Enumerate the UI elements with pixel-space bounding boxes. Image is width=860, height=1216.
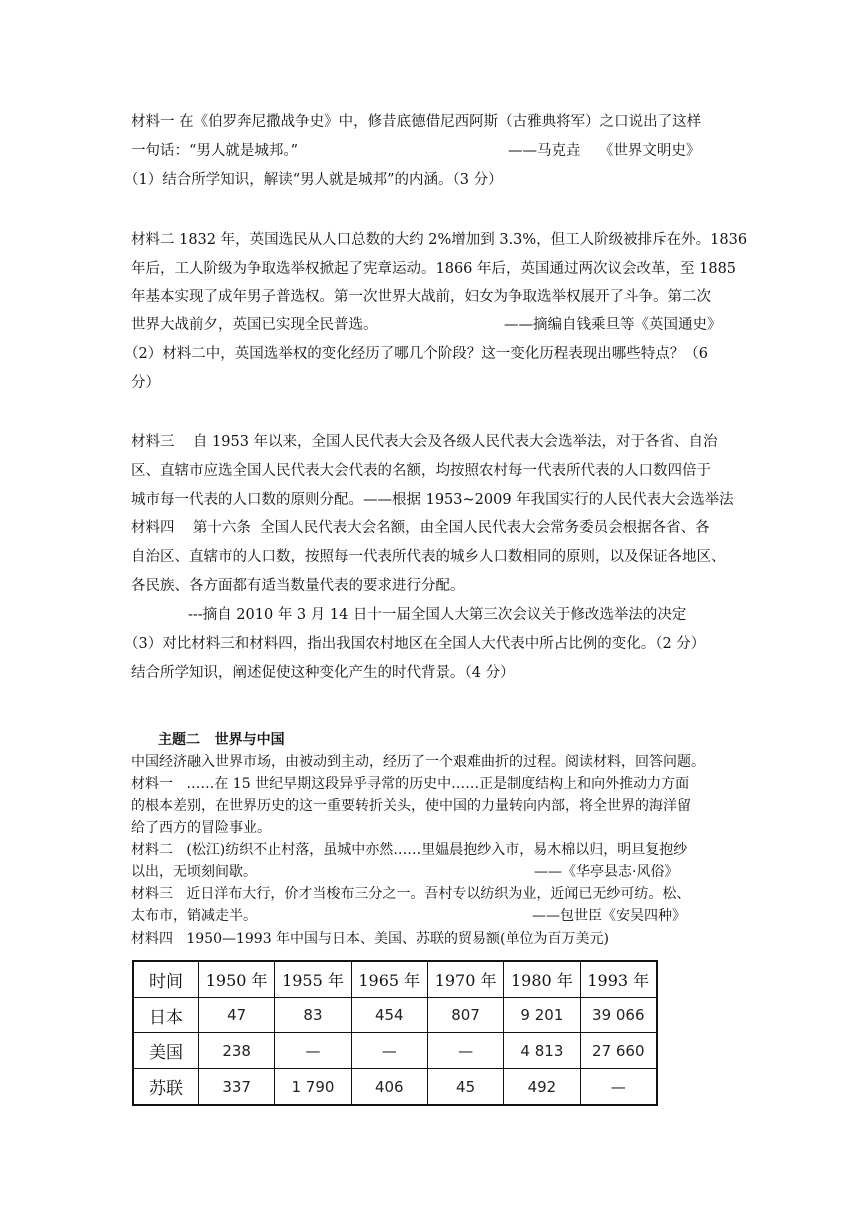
s2-material-2-line-2: 以出，无顷刻间歇。 [131, 864, 257, 880]
material-1-line-2: 一句话：“男人就是城邦。” [131, 143, 299, 159]
s2-material-1-line-1: 材料一 ……在 15 世纪早期这段异乎寻常的历史中……正是制度结构上和向外推动力方面 [131, 776, 690, 792]
table-cell: 83 [275, 997, 351, 1033]
year-header: 1993 年 [580, 961, 657, 997]
year-header: 1980 年 [504, 961, 580, 997]
table-cell: 1 790 [275, 1069, 351, 1105]
material-2-line-3: 年基本实现了成年男子普选权。第一次世界大战前，妇女为争取选举权展开了斗争。第二次 [131, 289, 711, 305]
year-header: 1970 年 [427, 961, 503, 997]
material-2-line-1: 材料二 1832 年，英国选民从人口总数的大约 2%增加到 3.3%，但工人阶级被排斥在外。1836 [131, 232, 748, 248]
table-cell: 492 [504, 1069, 580, 1105]
material-2-source: ——摘编自钱乘旦等《英国通史》 [504, 317, 722, 333]
table-cell: 807 [427, 997, 503, 1033]
table-cell: 454 [351, 997, 427, 1033]
year-header: 1965 年 [351, 961, 427, 997]
material-1-line-1: 材料一 在《伯罗奔尼撒战争史》中，修昔底德借尼西阿斯（古雅典将军）之口说出了这样 [131, 114, 702, 130]
material-3-line-3: 城市每一代表的人口数的原则分配。——根据 1953~2009 年我国实行的人民代表大会选举法 [131, 492, 734, 508]
table-header-row [133, 961, 657, 997]
s2-material-3-source: ——包世臣《安吴四种》 [532, 908, 686, 924]
trade-volume-table [132, 960, 658, 1106]
material-3-line-2: 区、直辖市应选全国人民代表大会代表的名额，均按照农村每一代表所代表的人口数四倍于 [131, 463, 711, 479]
row-label-ussr: 苏联 [133, 1069, 199, 1105]
material-4-source: ---摘自 2010 年 3 月 14 日十一届全国人大第三次会议关于修改选举法的决定 [188, 607, 687, 623]
table-cell: 39 066 [580, 997, 657, 1033]
table-cell: — [580, 1069, 657, 1105]
question-2-line-2: 分） [131, 375, 160, 391]
table-row [133, 1069, 657, 1105]
material-2-line-2: 年后，工人阶级为争取选举权掀起了宪章运动。1866 年后，英国通过两次议会改革，至 1885 [131, 261, 737, 277]
row-label-usa: 美国 [133, 1033, 199, 1069]
table-cell: 238 [199, 1033, 275, 1069]
s2-material-2-source: ——《华亭县志·风俗》 [534, 864, 679, 880]
table-cell: — [427, 1033, 503, 1069]
table-cell: — [275, 1033, 351, 1069]
table-cell: 9 201 [504, 997, 580, 1033]
table-row [133, 1033, 657, 1069]
table-cell: — [351, 1033, 427, 1069]
question-2-line-1: （2）材料二中，英国选举权的变化经历了哪几个阶段？这一变化历程表现出哪些特点？（6 [124, 346, 708, 362]
s2-material-3-line-2: 太布市，销减走半。 [131, 908, 257, 924]
table-cell: 27 660 [580, 1033, 657, 1069]
s2-material-2-line-1: 材料二 (松江)纺织不止村落，虽城中亦然……里媪晨抱纱入市，易木棉以归，明旦复抱纱 [131, 842, 688, 858]
table-cell: 47 [199, 997, 275, 1033]
s2-material-1-line-2: 的根本差别，在世界历史的这一重要转折关头，使中国的力量转向内部，将全世界的海洋留 [131, 798, 691, 814]
question-3-line-1: （3）对比材料三和材料四，指出我国农村地区在全国人大代表中所占比例的变化。（2 分） [124, 636, 706, 652]
table-corner-cell: 时间 [133, 961, 199, 997]
table-row [133, 997, 657, 1033]
s2-material-4-caption: 材料四 1950—1993 年中国与日本、美国、苏联的贸易额(单位为百万美元) [131, 931, 609, 947]
table-cell: 45 [427, 1069, 503, 1105]
material-4-line-3: 各民族、各方面都有适当数量代表的要求进行分配。 [131, 578, 465, 594]
material-4-line-2: 自治区、直辖市的人口数，按照每一代表所代表的城乡人口数相同的原则，以及保证各地区、 [131, 549, 726, 565]
section-2-intro: 中国经济融入世界市场，由被动到主动，经历了一个艰难曲折的过程。阅读材料，回答问题。 [131, 754, 705, 770]
material-1-source: ——马克垚 《世界文明史》 [508, 143, 701, 159]
material-4-line-1: 材料四 第十六条 全国人民代表大会名额，由全国人民代表大会常务委员会根据各省、各 [131, 520, 710, 536]
question-1: （1）结合所学知识，解读“男人就是城邦”的内涵。（3 分） [124, 172, 503, 188]
s2-material-3-line-1: 材料三 近日洋布大行，价才当梭布三分之一。吾村专以纺织为业，近闻已无纱可纺。松、 [131, 886, 691, 902]
row-label-japan: 日本 [133, 997, 199, 1033]
material-2-line-4: 世界大战前夕，英国已实现全民普选。 [131, 317, 378, 333]
year-header: 1955 年 [275, 961, 351, 997]
table-cell: 337 [199, 1069, 275, 1105]
year-header: 1950 年 [199, 961, 275, 997]
material-3-line-1: 材料三 自 1953 年以来，全国人民代表大会及各级人民代表大会选举法，对于各省、自治 [131, 434, 718, 450]
s2-material-1-line-3: 给了西方的冒险事业。 [131, 820, 271, 836]
table-cell: 406 [351, 1069, 427, 1105]
theme-title: 主题二 世界与中国 [158, 732, 285, 748]
table-cell: 4 813 [504, 1033, 580, 1069]
question-3-line-2: 结合所学知识，阐述促使这种变化产生的时代背景。（4 分） [131, 665, 515, 681]
